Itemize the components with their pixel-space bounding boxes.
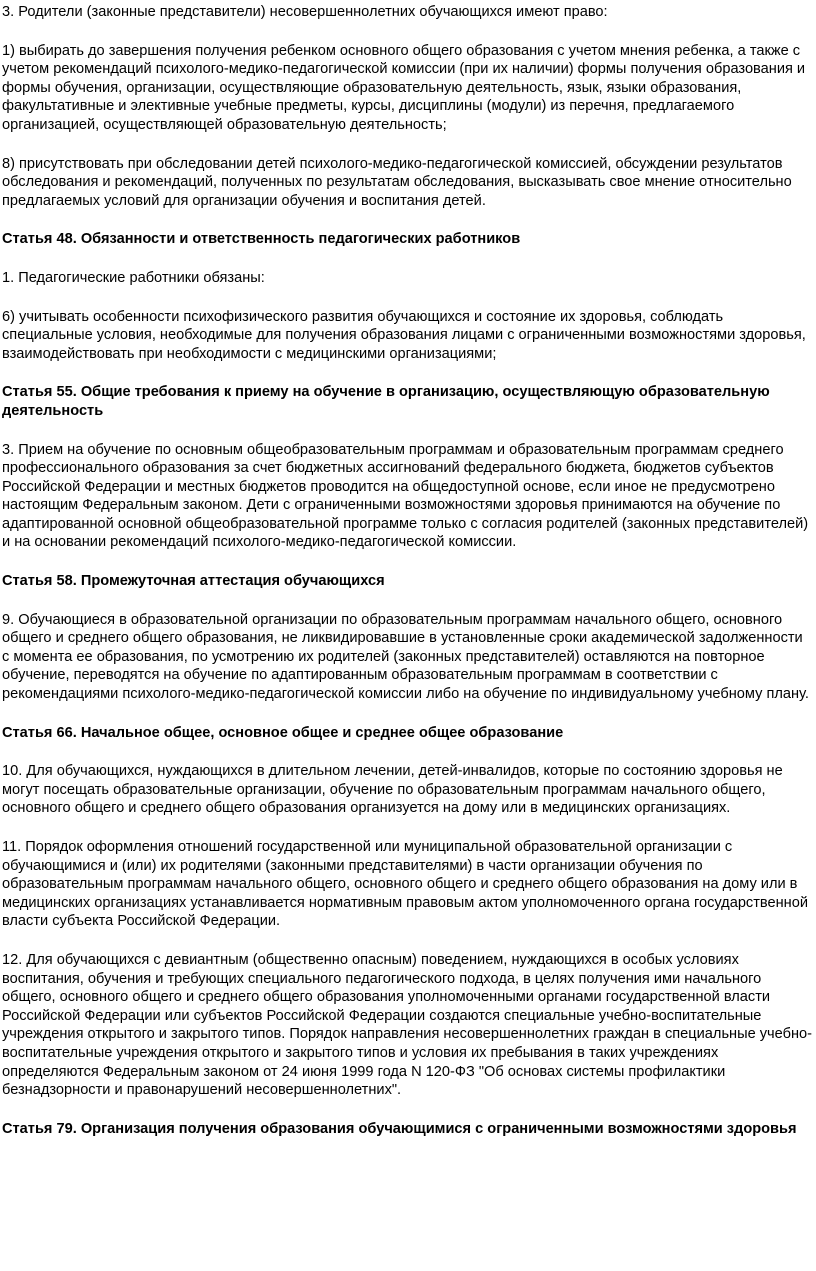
heading-article-79: Статья 79. Организация получения образования обучающимися с ограниченными возможностями здоровья [2,1120,797,1137]
paragraph-item-10: 10. Для обучающихся, нуждающихся в длительном лечении, детей-инвалидов, которые по состоянию здоровья не могут посещать образовательные организации, обучение по образовательным программам начального общего, основного общего и среднего общего образования организуется на дому или в медицинских организациях. [2,763,783,817]
paragraph-item-1: 1) выбирать до завершения получения ребенком основного общего образования с учетом мнения ребенка, а также с учетом рекомендаций психолого-медико-педагогической комиссии (при их наличии) формы получения образования и формы обучения, организации, осуществляющие образовательную деятельность, язык, языки образования, факультативные и элективные учебные предметы, курсы, дисциплины (модули) из перечня, предлагаемого организацией, осуществляющей образовательную деятельность; [2,42,806,133]
paragraph-item-11: 11. Порядок оформления отношений государственной или муниципальной образовательной организации с обучающимися и (или) их родителями (законными представителями) в части организации обучения по образовательным программам начального общего, основного общего и среднего общего образования на дому или в медицинских организациях устанавливается нормативным правовым актом уполномоченного органа государственной власти субъекта Российской Федерации. [2,839,809,930]
heading-article-58: Статья 58. Промежуточная аттестация обучающихся [2,573,385,590]
heading-article-66: Статья 66. Начальное общее, основное общее и среднее общее образование [2,724,564,741]
paragraph-teachers-duties: 1. Педагогические работники обязаны: [2,269,265,286]
paragraph-item-6: 6) учитывать особенности психофизического развития обучающихся и состояние их здоровья, соблюдать специальные условия, необходимые для получения образования лицами с ограниченными возможностями здоровья, взаимодействовать при необходимости с медицинскими организациями; [2,308,806,362]
paragraph-item-12: 12. Для обучающихся с девиантным (общественно опасным) поведением, нуждающихся в особых условиях воспитания, обучения и требующих специального педагогического подхода, в целях получения ими начального общего, основного общего и среднего общего образования уполномоченными органами государственной власти Российской Федерации или субъектов Российской Федерации создаются специальные учебно-воспитательные учреждения открытого и закрытого типов. Порядок направления несовершеннолетних граждан в специальные учебно-воспитательные учреждения открытого и закрытого типов и условия их пребывания в таких учреждениях определяются Федеральным законом от 24 июня 1999 года N 120-ФЗ "Об основах системы профилактики безнадзорности и правонарушений несовершеннолетних". [2,951,813,1099]
heading-article-55: Статья 55. Общие требования к приему на обучение в организацию, осуществляющую образовательную деятельность [2,384,770,419]
paragraph-item-8: 8) присутствовать при обследовании детей психолого-медико-педагогической комиссией, обсуждении результатов обследования и рекомендаций, полученных по результатам обследования, высказывать свое мнение относительно предлагаемых условий для организации обучения и воспитания детей. [2,155,792,209]
paragraph-parents-rights: 3. Родители (законные представители) несовершеннолетних обучающихся имеют право: [2,4,608,20]
heading-article-48: Статья 48. Обязанности и ответственность педагогических работников [2,231,521,248]
paragraph-admission: 3. Прием на обучение по основным общеобразовательным программам и образовательным программам среднего профессионального образования за счет бюджетных ассигнований федерального бюджета, бюджетов субъектов Российской Федерации и местных бюджетов проводится на общедоступной основе, если иное не предусмотрено настоящим Федеральным законом. Дети с ограниченными возможностями здоровья принимаются на обучение по адаптированной основной общеобразовательной программе только с согласия родителей (законных представителей) и на основании рекомендаций психолого-медико-педагогической комиссии. [2,441,809,551]
paragraph-item-9: 9. Обучающиеся в образовательной организации по образовательным программам начального общего, основного общего и среднего общего образования, не ликвидировавшие в установленные сроки академической задолженности с момента ее образования, по усмотрению их родителей (законных представителей) оставляются на повторное обучение, переводятся на обучение по адаптированным образовательным программам в соответствии с рекомендациями психолого-медико-педагогической комиссии либо на обучение по индивидуальному учебному плану. [2,611,809,703]
